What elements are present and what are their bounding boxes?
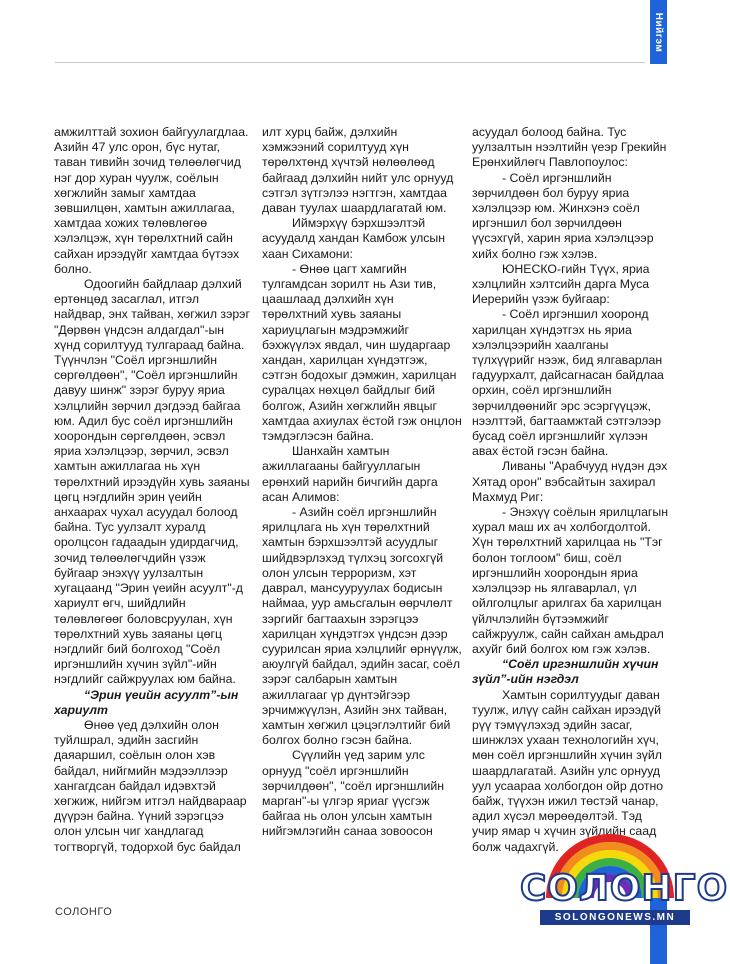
section-tab-label: Нийгэм	[653, 12, 665, 52]
paragraph: Хамтын сорилтуудыг даван туулж, илүү сайн сайхан ирээдүй рүү тэмүүлэхэд эдийн засаг, шинжлэх ухаан технологийн хүч, мөн соёл иргэншлийн хүчин зүйл шаардлагатай. Азийн улс орнууд уул усаараа холбогдон ойр дотно байж, түүхэн ижил төстэй чанар, адил хүсэл мөрөөдөлтэй. Тэд учир ямар ч хүчин зүйлийн саад болж чадахгүй.	[472, 687, 664, 854]
paragraph: Сүүлийн үед зарим улс орнууд "соёл иргэншлийн зөрчилдөөн", "соёл иргэншлийн марган"-ы үлгэр яриаг үүсгэж байгаа нь олон улсын хамтын нийгэмлэгийн санаа зовоосон	[262, 748, 445, 839]
header-rule	[55, 62, 645, 63]
paragraph: ЮНЕСКО-гийн Түүх, яриа хэлцлийн хэлтсийн дарга Муса Иерерийн үзэж буйгаар:	[472, 261, 650, 307]
paragraph: - Өнөө цагт хамгийн тулгамдсан зорилт нь Ази тив, цаашлаад дэлхийн хүн төрөлхтний хувь заяаны хариуцлагын мэдрэмжийг бэхжүүлэх явдал, чин шударгаар хандан, харилцан хүндэтгэж, сэтгэн бодохыг дэмжин, харилцан суралцах нөхцөл байдлыг бий болгож, Азийн хөгжлийн явцыг хамтдаа ахиулах ёстой гэж онцлон тэмдэглэсэн байна.	[262, 261, 462, 444]
paragraph: Иймэрхүү бэрхшээлтэй асуудалд хандан Камбож улсын хаан Сихамони:	[262, 216, 446, 261]
paragraph: Шанхайн хамтын ажиллагааны байгууллагын ерөнхий нарийн бичгийн дарга асан Алимов:	[262, 444, 438, 504]
paragraph: Өнөө үед дэлхийн олон туйлшрал, эдийн засгийн даяаршил, соёлын олон хэв байдал, нийгмийн мэдээллээр хангагдсан байдал идэвхтэй хөгжиж, нийгэм итгэл найдвараар дүүрэн байна. Үүний зэрэгцээ олон улсын чиг хандлагад тогтворгүй, тодорхой бус байдал	[54, 717, 247, 854]
article-column-3	[472, 125, 670, 895]
solongo-logo	[520, 818, 729, 928]
footer-magazine-name: СОЛОНГО	[55, 906, 113, 918]
paragraph: - Азийн соёл иргэншлийн ярилцлага нь хүн төрөлхтний хамтын бэрхшээлтэй асуудлыг шийдвэрлэхэд түлхэц зогсохгүй олон улсын терроризм, хэт даврал, мансууруулах бодисын наймаа, уур амьсгалын өөрчлөлт зэргийг багтаахын зэрэгцээ харилцан хүндэтгэх үндсэн дээр суурилсан яриа хэлцлийг өрнүүлж, аюулгүй байдал, эдийн засаг, соёл зэрэг салбарын хамтын ажиллагааг үр дүнтэйгээр эрчимжүүлэн, Азийн энх тайван, хамтын хөгжил цэцэглэлтийг бий болгох болно гэсэн байна.	[262, 505, 462, 748]
paragraph: - Энэхүү соёлын ярилцлагын хурал маш их ач холбогдолтой. Хүн төрөлхтний харилцаа нь "Тэг болон тоглоом" биш, соёл иргэншлийн хоорондын яриа хэлэлцээр нь ялгаварлал, үл ойлголцлыг арилгах ба харилцан үйлчлэлийн бүтээмжийг сайжруулж, сайн сайхан амьдрал ахуйг бий болгох юм гэж хэлэв.	[472, 505, 669, 656]
logo-title: СОЛОНГО	[520, 868, 729, 909]
paragraph: - Соёл иргэншлийн зөрчилдөөн бол буруу яриа хэлэлцээр юм. Жинхэнэ соёл иргэншил бол зөрчилдөөн үүсэхгүй, харин яриа хэлэлцээр хийх болно гэж хэлэв.	[472, 170, 654, 261]
paragraph: амжилттай зохион байгуулагдлаа. Азийн 47 улс орон, бүс нутаг, таван тивийн зочид төлөөлөгчид нэг дор хуран чуулж, соёлын хөгжлийн замыг хамтдаа зөвшилцөн, хамтын ажиллагаа, хамтдаа хожих төлөвлөгөө хэлэлцэж, хүн төрөлхтний сайн сайхан ирээдүйг хамтдаа бүтээх болно.	[54, 125, 249, 276]
subheading: “Соёл иргэншлийн хүчин зүйл”-ийн нэгдэл	[472, 657, 659, 687]
logo-subtitle: SOLONGONEWS.MN	[540, 910, 690, 925]
paragraph: илт хурц байж, дэлхийн хэмжээний сорилтууд хүн төрөлхтөнд хүчтэй нөлөөлөөд байгаад дэлхийн нийт улс орнууд сэтгэл зүтгэлээ нэгтгэн, хамтдаа даван туулах шаардлагатай юм.	[262, 125, 454, 216]
paragraph: Ливаны "Арабчууд нүдэн дэх Хятад орон" вэбсайтын захирал Махмуд Риг:	[472, 459, 668, 504]
section-tab	[650, 0, 667, 64]
article-column-2	[262, 125, 462, 895]
paragraph: - Соёл иргэншил хооронд харилцан хүндэтгэх нь яриа хэлэлцээрийн хаалганы түлхүүрийг нээж, бид ялгаварлан гадуурхалт, дайсагнасан байдлаа орхин, соёл иргэншлийн зөрчилдөөнийг эрс эсэргүүцэж, нээлттэй, багтаамжтай сэтгэлээр бусад соёл иргэншлийг хүлээн авах ёстой гэсэн байна.	[472, 307, 664, 459]
subheading: “Эрин үеийн асуулт”-ын хариулт	[54, 687, 239, 717]
paragraph: Одоогийн байдлаар дэлхий ертөнцөд засаглал, итгэл найдвар, энх тайван, хөгжил зэрэг "Дөрвөн үндсэн алдагдал"-ын хүнд сорилтууд тулгараад байна. Түүнчлэн "Соёл иргэншлийн сөргөлдөөн", "Соёл иргэншлийн давуу шинж" зэрэг буруу яриа хэлцлийн зөрчил дэгдээд байгаа юм. Адил бус соёл иргэншлийн хоорондын сөргөлдөөн, эсвэл яриа хэлэлцээр, зөрчил, эсвэл хамтын ажиллагаа нь хүн төрөлхтний ирээдүйн хувь заяаны цөгц нэгдлийн эрин үеийн анхаарах чухал асуудал болоод байна. Тус уулзалт хуралд оролцсон гадаадын удирдагчид, зочид төлөөлөгчдийн үзэж буйгаар энэхүү уулзалтын хугацаанд "Эрин үеийн асуулт"-д хариулт өгч, шийдлийн төлөвлөгөөг боловсруулан, хүн төрөлхтний хувь заяаны цөгц нэгдлийг бий болгоход "Соёл иргэншлийн хүчин зүйл"-ийн нэгдлийг сайжруулах юм байна.	[54, 277, 250, 687]
paragraph: асуудал болоод байна. Тус уулзалтын нээлтийн үеэр Грекийн Ерөнхийлөгч Павлопоулос:	[472, 125, 667, 170]
article-column-1	[54, 125, 252, 895]
